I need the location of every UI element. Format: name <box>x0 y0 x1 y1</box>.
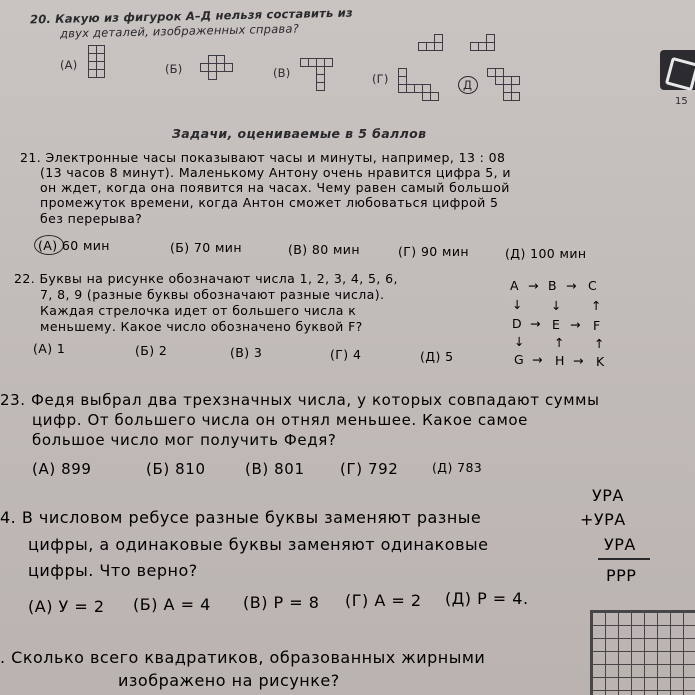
q20-text-line1: 20. Какую из фигурок А–Д нельзя составить из <box>29 5 353 27</box>
q23-answer-d: (Д) 783 <box>432 460 483 475</box>
q24-answer-g: (Г) А = 2 <box>345 591 422 610</box>
q23-answer-b: (Б) 810 <box>146 460 206 478</box>
q22-line4: меньшему. Какое число обозначено буквой F? <box>40 319 363 334</box>
rebus-row-2: +УРА <box>580 510 626 529</box>
q24-answer-d: (Д) Р = 4. <box>445 589 529 608</box>
q22-answer-b: (Б) 2 <box>135 343 168 358</box>
q22-answer-g: (Г) 4 <box>330 347 362 362</box>
q22-answer-d: (Д) 5 <box>420 349 454 364</box>
rebus-result: РРР <box>606 566 637 585</box>
q23-line2: цифр. От большего числа он отнял меньшее. Какое самое <box>32 411 528 429</box>
q23-answer-a: (А) 899 <box>32 460 92 478</box>
q22-answer-a: (А) 1 <box>33 341 66 356</box>
q20-option-b: (Б) <box>165 62 183 76</box>
diagram-node-a: A <box>510 278 519 293</box>
diagram-node-f: F <box>593 318 601 333</box>
diagram-arrow: → <box>532 352 543 367</box>
q22-line3: Каждая стрелочка идет от большего числа к <box>40 303 357 318</box>
q23-line1: 23. Федя выбрал два трехзначных числа, у которых совпадают суммы <box>0 391 600 409</box>
diagram-arrow: → <box>566 278 577 293</box>
q21-line2: (13 часов 8 минут). Маленькому Антону очень нравится цифра 5, и <box>40 165 511 180</box>
diagram-arrow: → <box>530 316 541 331</box>
q21-answer-b: (Б) 70 мин <box>170 240 242 255</box>
q24-answer-a: (А) У = 2 <box>28 597 105 616</box>
q23-answer-v: (В) 801 <box>245 460 305 478</box>
diagram-arrow: → <box>570 317 581 332</box>
q24-line2: цифры, а одинаковые буквы заменяют одинаковые <box>28 535 489 554</box>
section-title: Задачи, оцениваемые в 5 баллов <box>172 126 427 141</box>
page-number: 15 <box>675 96 688 107</box>
q22-answer-v: (В) 3 <box>230 345 263 360</box>
q20-option-a: (А) <box>60 58 78 72</box>
q20-option-g: (Г) <box>372 72 389 86</box>
diagram-arrow: → <box>573 353 584 368</box>
diagram-arrow: ↓ <box>512 297 523 312</box>
q21-line3: он ждет, когда она появится на часах. Чему равен самый большой <box>40 180 510 195</box>
q20-option-v: (В) <box>273 66 291 80</box>
q21-answer-v: (В) 80 мин <box>288 242 360 257</box>
q23-answer-g: (Г) 792 <box>340 460 399 478</box>
q20-text-line2: двух деталей, изображенных справа? <box>59 21 300 41</box>
diagram-arrow: ↓ <box>514 334 525 349</box>
rebus-row-3: УРА <box>604 535 636 554</box>
q24-line1: 4. В числовом ребусе разные буквы заменяют разные <box>0 508 482 527</box>
diagram-arrow: → <box>528 278 539 293</box>
diagram-arrow: ↑ <box>594 336 605 351</box>
q24-line3: цифры. Что верно? <box>28 561 198 580</box>
diagram-node-g: G <box>514 352 525 367</box>
q24-answer-v: (В) Р = 8 <box>243 593 320 612</box>
diagram-arrow: ↑ <box>591 298 602 313</box>
q23-line3: большое число мог получить Федя? <box>32 431 337 449</box>
q20-option-d: Д <box>463 78 473 92</box>
q21-answer-a: (А) 60 мин <box>38 238 110 253</box>
q25-line2: изображено на рисунке? <box>118 671 340 690</box>
sum-line <box>598 558 650 560</box>
q21-answer-d: (Д) 100 мин <box>505 246 587 261</box>
q21-line5: без перерыва? <box>40 211 143 226</box>
diagram-node-k: K <box>596 354 605 369</box>
q21-line4: промежуток времени, когда Антон сможет любоваться цифрой 5 <box>40 195 499 210</box>
rebus-row-1: УРА <box>592 486 624 505</box>
q24-answer-b: (Б) А = 4 <box>133 595 211 614</box>
diagram-node-e: E <box>552 317 561 332</box>
q21-line1: 21. Электронные часы показывают часы и минуты, например, 13 : 08 <box>20 150 506 165</box>
diagram-node-h: H <box>555 353 565 368</box>
squares-grid-figure <box>590 610 695 695</box>
diagram-node-d: D <box>512 316 523 331</box>
q22-line2: 7, 8, 9 (разные буквы обозначают разные числа). <box>40 287 385 302</box>
q22-line1: 22. Буквы на рисунке обозначают числа 1, 2, 3, 4, 5, 6, <box>14 271 398 286</box>
q25-line1: . Сколько всего квадратиков, образованных жирными <box>0 648 486 667</box>
publisher-logo <box>660 50 695 90</box>
q21-answer-g: (Г) 90 мин <box>398 244 469 259</box>
diagram-arrow: ↓ <box>551 298 562 313</box>
diagram-node-b: B <box>548 278 557 293</box>
diagram-arrow: ↑ <box>554 335 565 350</box>
diagram-node-c: C <box>588 278 598 293</box>
